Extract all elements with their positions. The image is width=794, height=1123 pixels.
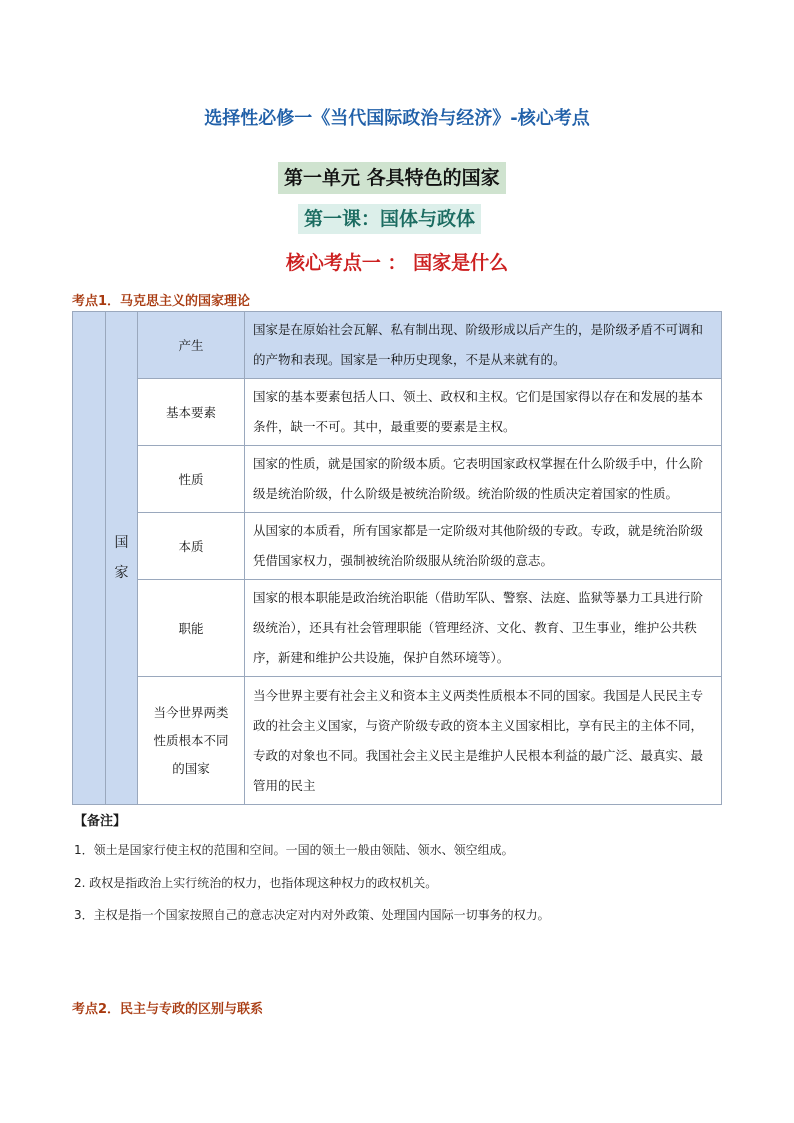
page-title: 选择性必修一《当代国际政治与经济》-核心考点 [204,108,590,129]
side-label [106,312,138,805]
row-text: 国家的根本职能是政治统治职能（借助军队、警察、法庭、监狱等暴力工具进行阶级统治），还具有社会管理职能（管理经济、文化、教育、卫生事业，维护公共秩序，新建和维护公共设施，保护自然环境等）。 [245,580,722,677]
row-text: 从国家的本质看，所有国家都是一定阶级对其他阶级的专政。专政，就是统治阶级凭借国家权力，强制被统治阶级服从统治阶级的意志。 [245,513,722,580]
row-text: 国家是在原始社会瓦解、私有制出现、阶级形成以后产生的，是阶级矛盾不可调和的产物和表现。国家是一种历史现象，不是从来就有的。 [245,312,722,379]
table-row [73,312,722,379]
row-text: 国家的基本要素包括人口、领土、政权和主权。它们是国家得以存在和发展的基本条件，缺一不可。其中，最重要的要素是主权。 [245,379,722,446]
lesson-heading: 第一课：国体与政体 [298,204,481,234]
table-row [73,580,722,677]
state-theory-table [72,311,722,805]
outer-column [73,312,106,805]
side-label-char-1: 国 [114,535,129,551]
core-point-heading: 核心考点一 ： 国家是什么 [285,252,509,274]
kaodian-2-heading: 考点2．民主与专政的区别与联系 [72,1002,264,1017]
row-label [138,677,245,805]
row-label: 职能 [138,580,245,677]
row-label: 产生 [138,312,245,379]
remark-item: 1．领土是国家行使主权的范围和空间。一国的领土一般由领陆、领水、领空组成。 [74,843,514,857]
remark-item: 3．主权是指一个国家按照自己的意志决定对内对外政策、处理国内国际一切事务的权力。 [74,908,550,922]
unit-heading: 第一单元 各具特色的国家 [278,162,506,194]
row-label-line: 的国家 [172,760,210,776]
row-label-line: 当今世界两类 [153,704,229,720]
row-label: 基本要素 [138,379,245,446]
row-text: 当今世界主要有社会主义和资本主义两类性质根本不同的国家。我国是人民民主专政的社会主义国家，与资产阶级专政的资本主义国家相比，享有民主的主体不同，专政的对象也不同。我国社会主义民主是维护人民根本利益的最广泛、最真实、最管用的民主 [245,677,722,805]
row-label: 性质 [138,446,245,513]
remarks-heading: 【备注】 [74,814,127,829]
row-text: 国家的性质，就是国家的阶级本质。它表明国家政权掌握在什么阶级手中，什么阶级是统治阶级，什么阶级是被统治阶级。统治阶级的性质决定着国家的性质。 [245,446,722,513]
side-label-char-2: 家 [114,565,129,581]
table-row [73,446,722,513]
remark-item: 2. 政权是指政治上实行统治的权力，也指体现这种权力的政权机关。 [74,876,438,890]
table-row [73,379,722,446]
table-row [73,513,722,580]
table-row [73,677,722,805]
row-label-line: 性质根本不同 [153,732,229,748]
row-label: 本质 [138,513,245,580]
kaodian-1-heading: 考点1．马克思主义的国家理论 [72,294,251,309]
